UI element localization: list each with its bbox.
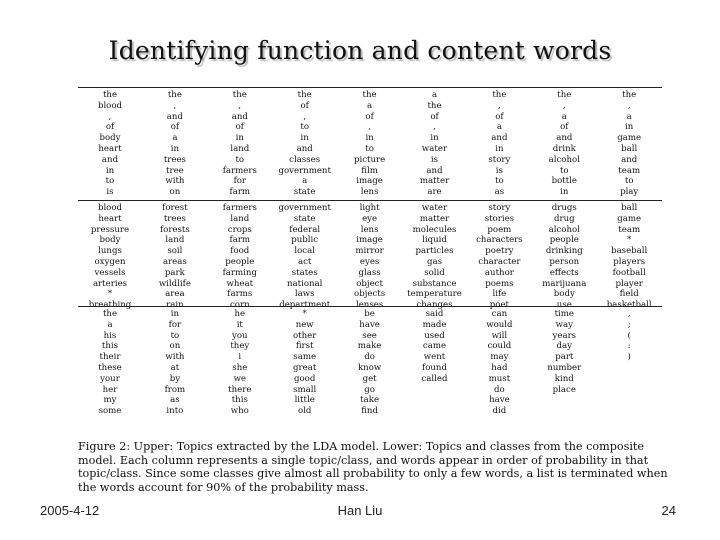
topic-word: people [549, 235, 579, 246]
topic-word: on [169, 187, 181, 198]
topic-word: go [364, 384, 375, 395]
topic-word: federal [289, 224, 321, 235]
topic-word: image [356, 176, 383, 187]
topic-word: part [555, 352, 574, 363]
topic-word: are [427, 187, 442, 198]
topic-word: the [492, 90, 507, 100]
topic-word: came [422, 341, 447, 352]
topic-word: find [361, 406, 378, 417]
topic-column [403, 203, 467, 311]
topic-word: trees [163, 213, 186, 224]
topic-word: play [620, 187, 639, 198]
topic-word: the [557, 90, 572, 100]
topic-word: be [364, 309, 375, 319]
topic-word: game [617, 133, 642, 144]
topic-word: picture [353, 154, 386, 165]
topic-word: matter [419, 176, 450, 187]
topic-word: in [235, 133, 244, 144]
topic-column [532, 90, 596, 198]
topic-word: years [552, 330, 577, 341]
topic-word: author [484, 267, 514, 278]
topic-word: oxygen [94, 256, 126, 267]
topic-word: , [498, 100, 501, 111]
topic-word: arteries [92, 278, 128, 289]
topic-word: public [291, 235, 319, 246]
topic-word: to [170, 330, 180, 341]
topic-word: his [103, 330, 117, 341]
topic-word: old [297, 406, 312, 417]
topic-word: mirror [355, 246, 384, 257]
topic-word: take [360, 395, 380, 406]
topic-word: from [164, 384, 186, 395]
topic-word: do [364, 352, 375, 363]
topic-word: gas [426, 256, 443, 267]
topic-word: , [433, 122, 436, 133]
topic-word: could [487, 341, 512, 352]
topic-word: good [294, 373, 316, 384]
footer-date: 2005-4-12 [40, 503, 100, 518]
topic-word: will [491, 330, 508, 341]
topic-column [143, 90, 207, 198]
topic-word: rain [166, 300, 184, 311]
topic-word: may [490, 352, 509, 363]
topic-word-figure [78, 87, 662, 417]
topic-word: place [552, 384, 576, 395]
topic-word: have [489, 395, 510, 406]
slide-title: Identifying function and content words [108, 36, 612, 65]
section-divider-rule [78, 306, 662, 307]
topic-word: life [492, 289, 507, 300]
topic-word: wheat [226, 278, 254, 289]
topic-word: it [236, 319, 243, 330]
topic-word: state [293, 187, 316, 198]
topic-word: drugs [551, 203, 577, 213]
topic-word: this [101, 341, 119, 352]
lower-composite-content-classes [78, 200, 662, 311]
topic-word: story [488, 154, 511, 165]
topic-word: and [231, 111, 248, 122]
topic-word: blood [97, 203, 123, 213]
topic-word: there [228, 384, 252, 395]
topic-word: stories [484, 213, 515, 224]
topic-column [143, 203, 207, 311]
topic-word: : [627, 341, 631, 352]
topic-word: new [295, 319, 314, 330]
topic-word: day [556, 341, 573, 352]
topic-word: basketball [606, 300, 652, 311]
topic-word: water [421, 143, 448, 154]
topic-column [597, 309, 661, 363]
topic-word: eye [362, 213, 378, 224]
topic-word: a [302, 176, 308, 187]
topic-word: in [365, 133, 374, 144]
topic-word: players [613, 256, 646, 267]
topic-word: is [106, 187, 114, 198]
figure-caption: Figure 2: Upper: Topics extracted by the LDA model. Lower: Topics and classes from the composite model. Each column represents a single topic/class, and words appear in order of probability in that topic/class. Since some classes give almost all probability to only a few words, a list is terminated when the words account for 90% of the probability mass. [78, 440, 668, 494]
topic-word: vessels [94, 267, 126, 278]
topic-word: * [627, 235, 632, 246]
topic-word: department [279, 300, 331, 311]
topic-word: to [105, 176, 115, 187]
topic-word: on [169, 341, 181, 352]
topic-word: area [165, 289, 185, 300]
topic-word: went [423, 352, 446, 363]
topic-word: in [105, 165, 115, 176]
topic-word: number [547, 362, 582, 373]
topic-word: drinking [545, 246, 583, 257]
topic-word: your [100, 373, 120, 384]
topic-word: used [424, 330, 445, 341]
topic-word: in [170, 143, 180, 154]
topic-word: government [278, 203, 331, 213]
topic-word: made [422, 319, 447, 330]
topic-word: molecules [412, 224, 457, 235]
topic-word: farming [222, 267, 257, 278]
topic-word: said [425, 309, 444, 319]
topic-column [338, 203, 402, 311]
topic-word: her [102, 384, 118, 395]
topic-word: glass [358, 267, 381, 278]
topic-word: a [626, 111, 632, 122]
topic-word: of [235, 122, 244, 133]
topic-column [273, 203, 337, 311]
topic-column [597, 203, 661, 311]
topic-word: alcohol [548, 154, 580, 165]
topic-word: and [491, 133, 508, 144]
topic-word: laws [294, 289, 315, 300]
topic-column [403, 309, 467, 385]
topic-column [273, 309, 337, 417]
topic-word: the [622, 90, 637, 100]
topic-word: solid [424, 267, 445, 278]
topic-word: matter [419, 213, 450, 224]
topic-word: to [495, 176, 504, 187]
topic-word: changes [416, 300, 453, 311]
topic-word: kind [554, 373, 574, 384]
topic-word: game [617, 213, 642, 224]
topic-column [467, 90, 531, 198]
topic-word: * [302, 309, 307, 319]
topic-word: with [165, 176, 185, 187]
topic-column [338, 90, 402, 198]
topic-word: and [101, 154, 119, 165]
topic-column [597, 90, 661, 198]
topic-word: farms [227, 289, 253, 300]
topic-word: areas [162, 256, 187, 267]
topic-word: lens [360, 224, 379, 235]
topic-word: way [555, 319, 573, 330]
topic-word: get [362, 373, 377, 384]
topic-word: effects [549, 267, 579, 278]
topic-word: classes [289, 154, 321, 165]
topic-word: pressure [90, 224, 130, 235]
topic-word: lungs [98, 246, 122, 257]
topic-word: must [488, 373, 511, 384]
topic-word: film [361, 165, 378, 176]
topic-word: little [294, 395, 315, 406]
page-number: 24 [661, 503, 676, 518]
topic-word: state [293, 213, 316, 224]
topic-word: body [99, 133, 121, 144]
topic-column [143, 309, 207, 417]
topic-word: government [278, 165, 331, 176]
topic-word: alcohol [548, 224, 580, 235]
topic-word: soil [167, 246, 183, 257]
topic-word: a [107, 319, 113, 330]
topic-word: ball [621, 203, 638, 213]
topic-word: the [362, 90, 377, 100]
topic-word: marijuana [542, 278, 587, 289]
topic-word: , [627, 309, 631, 319]
topic-word: in [170, 309, 180, 319]
topic-word: body [553, 289, 575, 300]
topic-column [78, 309, 142, 417]
topic-word: object [356, 278, 383, 289]
topic-word: ball [621, 143, 638, 154]
topic-word: she [232, 362, 248, 373]
topic-word: park [164, 267, 185, 278]
topic-word: particles [415, 246, 454, 257]
topic-word: land [165, 235, 185, 246]
topic-word: to [300, 122, 309, 133]
topic-word: character [478, 256, 521, 267]
topic-word: ( [627, 330, 631, 341]
topic-word: as [170, 395, 180, 406]
lower-composite-function-classes [78, 306, 662, 417]
topic-word: story [488, 203, 511, 213]
topic-word: wildlife [158, 278, 191, 289]
topic-word: , [562, 100, 566, 111]
topic-word: of [495, 111, 504, 122]
topic-word: a [431, 90, 438, 100]
topic-word: , [368, 122, 371, 133]
topic-word: body [99, 235, 121, 246]
topic-word: poem [487, 224, 512, 235]
topic-word: lenses [355, 300, 384, 311]
topic-word: in [495, 143, 504, 154]
topic-word: drink [552, 143, 576, 154]
topic-word: a [496, 122, 502, 133]
topic-column [403, 90, 467, 198]
topic-word: land [230, 213, 250, 224]
topic-word: drug [553, 213, 575, 224]
topic-word: to [624, 176, 634, 187]
topic-word: use [556, 300, 572, 311]
topic-word: for [168, 319, 182, 330]
topic-column [78, 203, 142, 311]
topic-word: field [619, 289, 639, 300]
topic-word: people [225, 256, 255, 267]
topic-word: land [230, 143, 250, 154]
topic-word: the [297, 90, 312, 100]
topic-word: my [103, 395, 117, 406]
topic-word: , [173, 100, 177, 111]
topic-word: national [286, 278, 323, 289]
topic-word: with [165, 352, 185, 363]
topic-column [208, 90, 272, 198]
topic-word: would [486, 319, 513, 330]
footer-author: Han Liu [337, 503, 383, 518]
topic-column [532, 309, 596, 395]
topic-word: breathing [88, 300, 132, 311]
topic-word: they [230, 341, 250, 352]
topic-word: you [232, 330, 248, 341]
topic-word: , [108, 111, 112, 122]
topic-word: local [294, 246, 315, 257]
topic-word: of [560, 122, 569, 133]
topic-word: ) [627, 352, 631, 363]
topic-word: tree [166, 165, 184, 176]
topic-word: have [359, 319, 380, 330]
topic-word: forest [162, 203, 188, 213]
topic-word: we [233, 373, 247, 384]
topic-word: poems [485, 278, 514, 289]
topic-word: person [549, 256, 580, 267]
topic-word: great [293, 362, 317, 373]
topic-word: had [491, 362, 508, 373]
topic-column [273, 90, 337, 198]
topic-column [467, 203, 531, 311]
topic-word: of [170, 122, 180, 133]
topic-word: first [295, 341, 314, 352]
topic-word: in [560, 187, 569, 198]
topic-word: in [625, 122, 634, 133]
topic-word: trees [163, 154, 186, 165]
topic-word: time [554, 309, 575, 319]
figure-top-rule [78, 87, 662, 88]
topic-word: called [421, 373, 448, 384]
topic-column [338, 309, 402, 417]
topic-word: poet [489, 300, 509, 311]
topic-word: water [421, 203, 448, 213]
topic-word: know [357, 362, 382, 373]
topic-word: farm [229, 235, 251, 246]
topic-word: lens [360, 187, 379, 198]
topic-word: corn [229, 300, 250, 311]
topic-word: and [621, 154, 638, 165]
topic-word: make [357, 341, 382, 352]
topic-word: , [238, 100, 242, 111]
topic-word: the [232, 90, 247, 100]
topic-column [467, 309, 531, 417]
topic-word: to [559, 165, 569, 176]
topic-word: other [293, 330, 317, 341]
topic-word: the [167, 90, 182, 100]
topic-word: player [615, 278, 643, 289]
topic-word: at [170, 362, 180, 373]
topic-column [208, 203, 272, 311]
topic-word: can [491, 309, 508, 319]
topic-word: the [427, 100, 442, 111]
topic-word: objects [354, 289, 386, 300]
upper-lda-topics [78, 87, 662, 200]
topic-word: heart [98, 143, 122, 154]
topic-word: is [430, 154, 439, 165]
topic-word: and [296, 143, 313, 154]
topic-word: crops [227, 224, 252, 235]
topic-word: some [98, 406, 122, 417]
topic-word: these [98, 362, 122, 373]
topic-word: of [365, 111, 374, 122]
topic-word: liquid [422, 235, 447, 246]
topic-word: into [166, 406, 184, 417]
topic-word: in [430, 133, 439, 144]
topic-word: and [556, 133, 573, 144]
topic-word: small [293, 384, 317, 395]
topic-word: this [231, 395, 248, 406]
topic-word: a [367, 100, 373, 111]
topic-word: ; [627, 319, 631, 330]
topic-word: of [430, 111, 439, 122]
topic-word: bottle [551, 176, 577, 187]
topic-word: a [172, 133, 178, 144]
topic-word: do [494, 384, 505, 395]
topic-column [532, 203, 596, 311]
topic-word: i [238, 352, 242, 363]
topic-word: did [492, 406, 507, 417]
topic-word: food [230, 246, 250, 257]
topic-word: of [300, 100, 309, 111]
topic-word: to [235, 154, 245, 165]
topic-word: image [356, 235, 383, 246]
topic-word: farm [229, 187, 251, 198]
topic-word: to [365, 143, 374, 154]
topic-word: and [166, 111, 183, 122]
topic-word: found [422, 362, 447, 373]
topic-word: , [627, 100, 631, 111]
topic-word: the [102, 90, 118, 100]
topic-word: their [99, 352, 121, 363]
topic-column [208, 309, 272, 417]
topic-word: temperature [407, 289, 462, 300]
topic-word: a [561, 111, 567, 122]
topic-word: team [618, 224, 641, 235]
topic-word: forests [159, 224, 190, 235]
topic-word: see [362, 330, 377, 341]
topic-word: farmers [222, 203, 257, 213]
topic-word: poetry [485, 246, 514, 257]
topic-word: same [293, 352, 317, 363]
topic-word: farmers [222, 165, 257, 176]
topic-word: blood [97, 100, 123, 111]
topic-word: who [230, 406, 249, 417]
topic-word: football [612, 267, 646, 278]
topic-word: states [291, 267, 318, 278]
topic-word: act [297, 256, 312, 267]
topic-word: in [300, 133, 309, 144]
topic-word: , [303, 111, 307, 122]
topic-word: eyes [359, 256, 380, 267]
topic-word: substance [412, 278, 457, 289]
topic-word: heart [98, 213, 122, 224]
topic-column [78, 90, 142, 198]
topic-word: characters [476, 235, 523, 246]
topic-word: team [618, 165, 641, 176]
topic-word: for [233, 176, 247, 187]
topic-word: is [495, 165, 503, 176]
topic-word: he [234, 309, 246, 319]
topic-word: as [494, 187, 505, 198]
topic-word: light [359, 203, 380, 213]
topic-word: by [169, 373, 181, 384]
topic-word: * [107, 289, 113, 300]
topic-word: and [426, 165, 443, 176]
topic-word: the [102, 309, 118, 319]
topic-word: baseball [611, 246, 648, 257]
topic-word: of [105, 122, 115, 133]
section-divider-rule [78, 200, 662, 201]
